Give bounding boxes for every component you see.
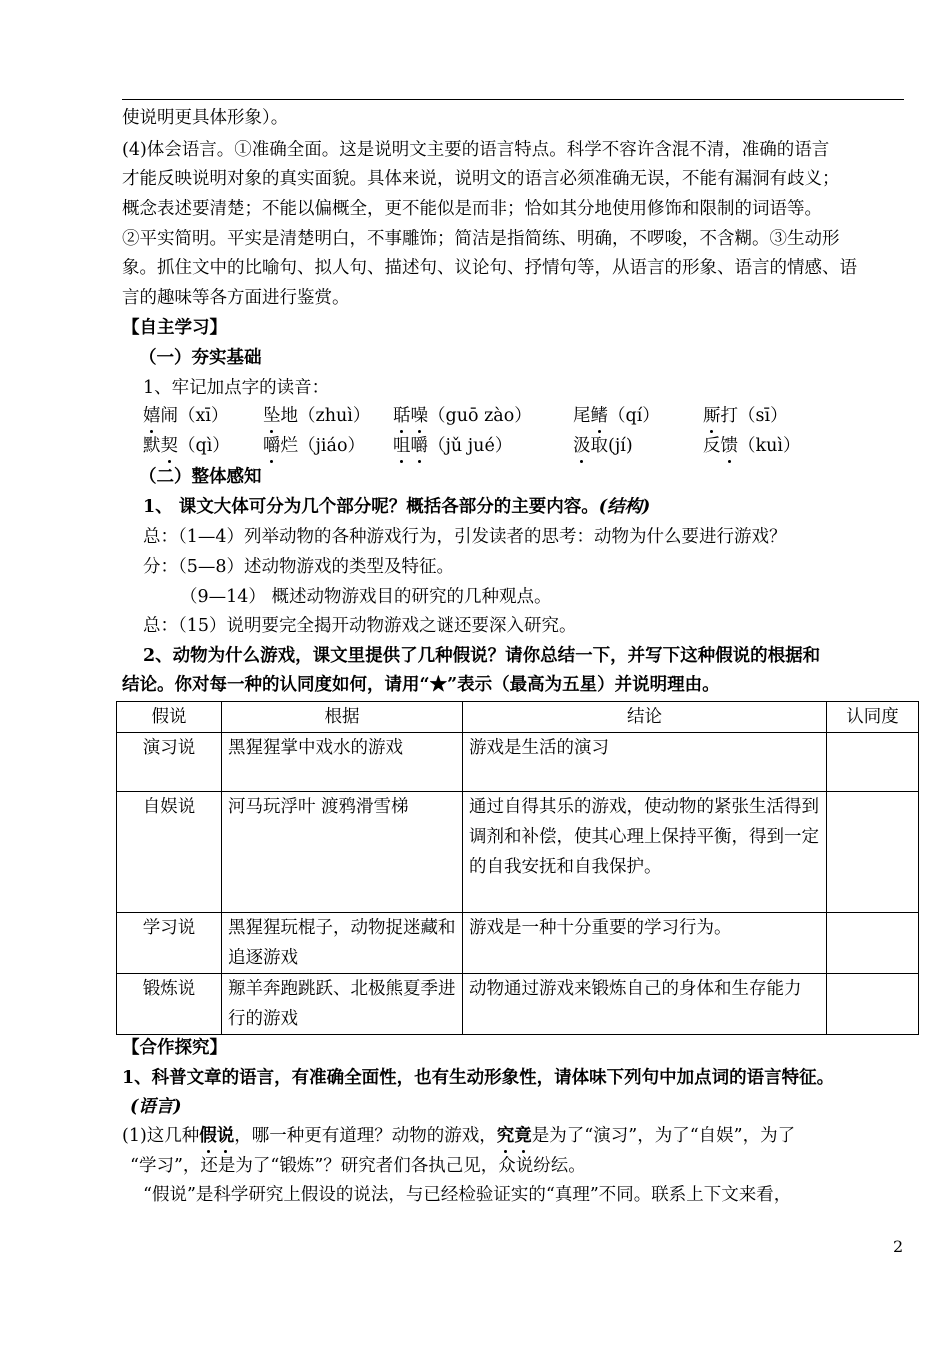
dotted-char: 汲: [573, 436, 591, 456]
sub-heading: （二）整体感知: [139, 467, 262, 487]
table-header: 根据: [222, 702, 463, 733]
table-row: [117, 792, 919, 913]
dotted-char: 嬉: [143, 406, 161, 426]
sentence-part: 是为了“演习”，为了“自娱”，为了: [531, 1126, 796, 1146]
table-cell: 演习说: [117, 733, 222, 792]
dotted-char: 鳍: [590, 406, 608, 426]
dotted-char: 噪: [410, 406, 428, 426]
table-cell: [827, 974, 919, 1035]
text-line: 象。抓住文中的比喻句、拟人句、描述句、议论句、抒情句等，从语言的形象、语言的情感、语: [122, 258, 857, 278]
table-cell: 游戏是生活的演习: [463, 733, 827, 792]
dotted-char: 厮: [703, 406, 721, 426]
pinyin-item: 反馈（kuì）: [703, 436, 801, 456]
table-cell: 通过自得其乐的游戏，使动物的紧张生活得到调剂和补偿，使其心理上保持平衡，得到一定的自我安抚和自我保护。: [463, 792, 827, 913]
dotted-char: 嚼: [263, 436, 281, 456]
question: 2、动物为什么游戏，课文里提供了几种假说？请你总结一下，并写下这种假说的根据和: [143, 646, 821, 666]
table-cell: 黑猩猩掌中戏水的游戏: [222, 733, 463, 792]
table-cell: 学习说: [117, 913, 222, 974]
table-header: 假说: [117, 702, 222, 733]
pinyin-item: 汲取(jí): [573, 436, 633, 456]
answer-line: 分：（5—8）述动物游戏的类型及特征。: [143, 557, 455, 577]
example-sentence: “假说”是科学研究上假设的说法，与已经检验证实的“真理”不同。联系上下文来看，: [143, 1185, 792, 1205]
pinyin-item: 聒噪（guō zào）: [393, 406, 532, 426]
question-text: 1、 课文大体可分为几个部分呢？概括各部分的主要内容。: [143, 497, 599, 517]
dotted-char: 契: [160, 436, 178, 456]
table-cell: 动物通过游戏来锻炼自己的身体和生存能力: [463, 974, 827, 1035]
header-rule: [122, 99, 904, 100]
table-header-row: [117, 702, 919, 733]
answer-line: 总：（1—4）列举动物的各种游戏行为，引发读者的思考：动物为什么要进行游戏？: [143, 527, 787, 547]
pinyin-item: 坠地（zhuì）: [263, 406, 371, 426]
question: [143, 495, 650, 519]
text-line: 概念表述要清楚；不能以偏概全，更不能似是而非；恰如其分地使用修饰和限制的词语等。: [122, 199, 822, 219]
question-tag: (语言): [130, 1097, 182, 1117]
text-line: 使说明更具体形象）。: [122, 108, 289, 128]
sentence-part: (1)这几种: [122, 1126, 200, 1146]
text-line: ②平实简明。平实是清楚明白，不事雕饰；简洁是指简练、明确，不啰唆，不含糊。③生动形: [122, 229, 840, 249]
dotted-char: 假: [199, 1126, 217, 1146]
dotted-char: 咀: [393, 436, 411, 456]
page-number: 2: [893, 1237, 904, 1256]
pinyin-item: 默契（qì）: [143, 436, 230, 456]
pinyin-item: 嬉闹（xī）: [143, 406, 229, 426]
text-line: 才能反映说明对象的真实面貌。具体来说，说明文的语言必须准确无误，不能有漏洞有歧义；: [122, 169, 840, 189]
dotted-word: [497, 1126, 532, 1146]
sentence-part: ，哪一种更有道理？动物的游戏，: [234, 1126, 497, 1146]
question: 1、牢记加点字的读音：: [143, 378, 330, 398]
dotted-char: 说: [216, 1126, 235, 1146]
dotted-char: 馈: [720, 436, 738, 456]
pinyin-item: 嚼烂（jiáo）: [263, 436, 365, 456]
table-cell: [827, 792, 919, 913]
table-header: 结论: [463, 702, 827, 733]
hypothesis-table: [116, 701, 919, 1035]
table-cell: 羱羊奔跑跳跃、北极熊夏季进行的游戏: [222, 974, 463, 1035]
pinyin-item: 厮打（sī）: [703, 406, 788, 426]
question: 1、科普文章的语言，有准确全面性，也有生动形象性，请体味下列句中加点词的语言特征。: [122, 1068, 835, 1088]
example-sentence: “学习”，还是为了“锻炼”？研究者们各执己见，众说纷纭。: [130, 1156, 586, 1176]
table-cell: [827, 733, 919, 792]
dotted-char: 坠: [263, 406, 281, 426]
sub-heading: （一）夯实基础: [139, 348, 262, 368]
table-cell: 锻炼说: [117, 974, 222, 1035]
table-header: 认同度: [827, 702, 919, 733]
text-line: 言的趣味等各方面进行鉴赏。: [122, 288, 350, 308]
dotted-char: 嚼: [410, 436, 428, 456]
pinyin-item: 咀嚼（jǔ jué）: [393, 436, 513, 456]
table-row: [117, 913, 919, 974]
text-line: (4)体会语言。①准确全面。这是说明文主要的语言特点。科学不容许含混不清，准确的语言: [122, 140, 830, 160]
question-tag: (结构): [598, 497, 651, 517]
dotted-char: 聒: [393, 406, 411, 426]
table-cell: 黑猩猩玩棍子，动物捉迷藏和追逐游戏: [222, 913, 463, 974]
table-cell: 河马玩浮叶 渡鸦滑雪梯: [222, 792, 463, 913]
question: 结论。你对每一种的认同度如何，请用“★”表示（最高为五星）并说明理由。: [122, 675, 720, 695]
section-heading: 【合作探究】: [122, 1038, 227, 1058]
dotted-word: [199, 1126, 234, 1146]
table-cell: [827, 913, 919, 974]
table-row: [117, 974, 919, 1035]
answer-line: （9—14） 概述动物游戏目的研究的几种观点。: [180, 587, 552, 607]
dotted-char: 竟: [514, 1126, 532, 1146]
answer-line: 总：（15）说明要完全揭开动物游戏之谜还要深入研究。: [143, 616, 577, 636]
table-row: [117, 733, 919, 792]
table-cell: 游戏是一种十分重要的学习行为。: [463, 913, 827, 974]
pinyin-item: 尾鳍（qí）: [573, 406, 660, 426]
section-heading: 【自主学习】: [122, 318, 227, 338]
example-sentence: [122, 1124, 795, 1148]
dotted-char: 究: [496, 1126, 515, 1146]
table-cell: 自娱说: [117, 792, 222, 913]
